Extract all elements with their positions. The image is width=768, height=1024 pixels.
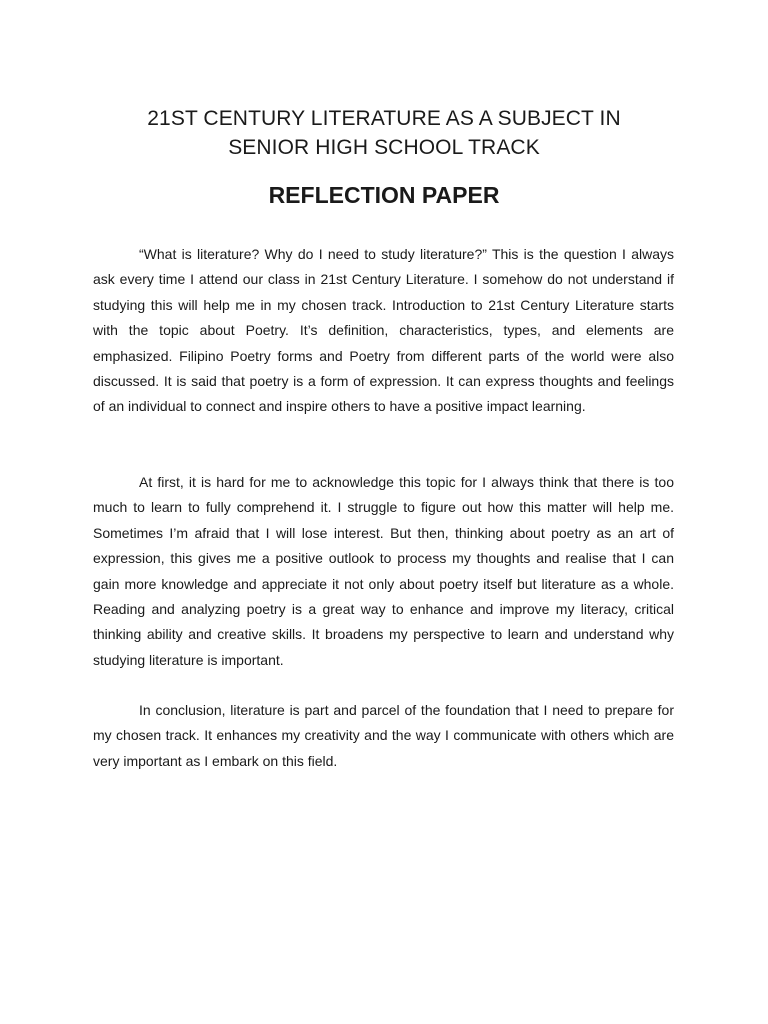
paragraph-3-text: In conclusion, literature is part and parcel of the foundation that I need to prepare for my chosen track. It enhances my creativity and the way I communicate with others which are very important as I embark on this field.	[93, 702, 674, 769]
document-subtitle: REFLECTION PAPER	[268, 182, 500, 208]
paragraph-3	[93, 698, 674, 774]
paragraph-1	[93, 242, 674, 420]
paragraph-2	[93, 470, 674, 673]
paragraph-1-text: “What is literature? Why do I need to study literature?” This is the question I always ask every time I attend our class in 21st Century Literature. I somehow do not understand if studying this will help me in my chosen track. Introduction to 21st Century Literature starts with the topic about Poetry. It’s definition, characteristics, types, and elements are emphasized. Filipino Poetry forms and Poetry from different parts of the world were also discussed. It is said that poetry is a form of expression. It can express thoughts and feelings of an individual to connect and inspire others to have a positive impact learning.	[93, 246, 674, 415]
document-title	[0, 104, 768, 162]
title-line-1: 21ST CENTURY LITERATURE AS A SUBJECT IN	[147, 107, 621, 130]
title-line-2: SENIOR HIGH SCHOOL TRACK	[228, 136, 540, 159]
paragraph-2-text: At first, it is hard for me to acknowledge this topic for I always think that there is too much to learn to fully comprehend it. I struggle to figure out how this matter will help me. Sometimes I’m afraid that I will lose interest. But then, thinking about poetry as an art of expression, this gives me a positive outlook to process my thoughts and realise that I can gain more knowledge and appreciate it not only about poetry itself but literature as a whole. Reading and analyzing poetry is a great way to enhance and improve my literacy, critical thinking ability and creative skills. It broadens my perspective to learn and understand why studying literature is important.	[93, 474, 674, 668]
